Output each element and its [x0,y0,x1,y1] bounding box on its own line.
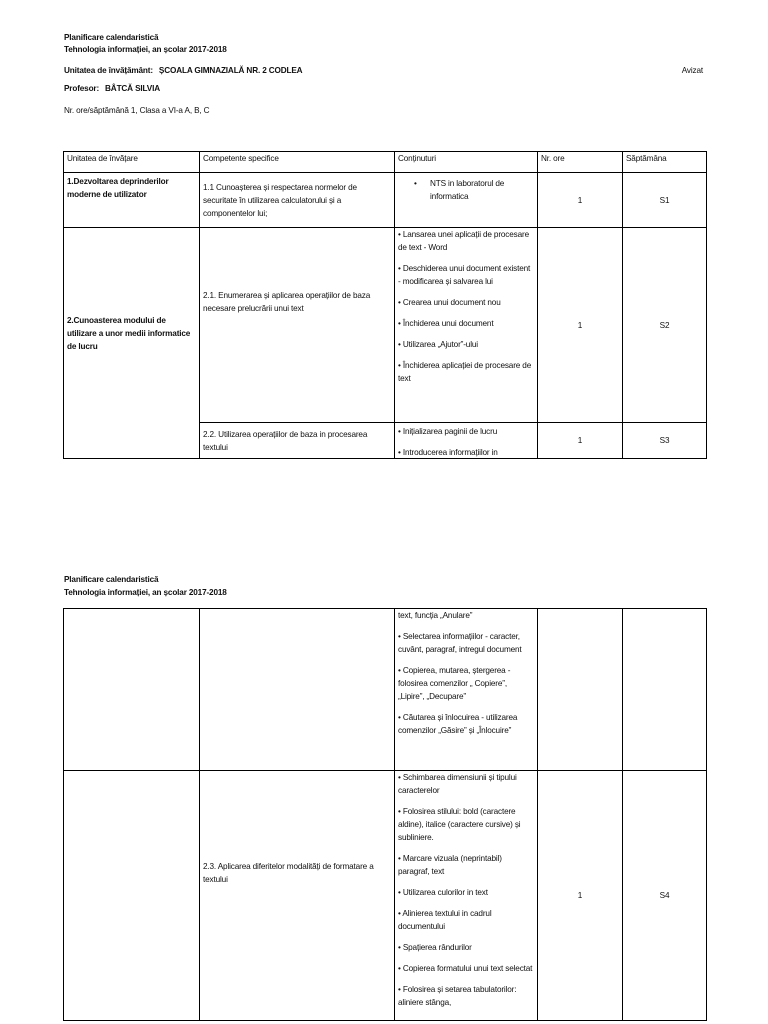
hours-class-line: Nr. ore/săptămână 1, Clasa a VI-a A, B, C [64,106,210,115]
content-item: • Introducerea informațiilor in [398,448,498,457]
content-cell [395,173,538,228]
content-item: • Căutarea și înlocuirea - utilizarea comenzilor „Găsire” și „Înlocuire” [398,713,518,735]
hours-cell: 1 [538,173,623,228]
competence-cell [200,609,395,771]
unit-cell: 1.Dezvoltarea deprinderilor moderne de utilizator [64,173,200,228]
content-item: • Spațierea rândurilor [398,943,472,952]
unit-cell [64,609,200,771]
week-cell: S3 [623,423,707,459]
content-item: • Utilizarea culorilor in text [398,888,488,897]
content-item: • Închiderea unui document [398,319,494,328]
school-label: Unitatea de învățământ: [64,66,153,75]
teacher-label: Profesor: [64,84,100,93]
content-item: • Utilizarea „Ajutor”-ului [398,340,478,349]
teacher-name: BÂTCĂ SILVIA [105,84,160,93]
content-item: text, funcția „Anulare” [398,611,473,620]
content-item: • Marcare vizuala (neprintabil) paragraf, text [398,854,502,876]
content-item: • Lansarea unei aplicații de procesare de text - Word [398,230,529,252]
competence-cell: 2.2. Utilizarea operațiilor de baza in procesarea textului [200,423,395,459]
content-item: • Folosirea și setarea tabulatorilor: aliniere stânga, [398,985,517,1007]
column-header-competences: Competente specifice [200,152,395,173]
content-item: • Alinierea textului in cadrul documentului [398,909,492,931]
document-title: Planificare calendaristică [64,33,159,42]
page2-subtitle: Tehnologia informației, an școlar 2017-2018 [64,588,227,597]
content-item-text: NTS in laboratorul de informatica [430,179,505,201]
column-header-week: Săptămâna [623,152,707,173]
school-line [64,65,302,77]
school-name: ȘCOALA GIMNAZIALĂ NR. 2 CODLEA [158,66,303,75]
competence-cell: 1.1 Cunoașterea și respectarea normelor de securitate în utilizarea calculatorului și a componentelor lui; [200,173,395,228]
planning-table-continued [63,608,707,1021]
column-header-hours: Nr. ore [538,152,623,173]
content-cell [395,771,538,1021]
column-header-contents: Conținuturi [395,152,538,173]
competence-cell: 2.3. Aplicarea diferitelor modalități de formatare a textului [200,771,395,1021]
hours-cell: 1 [538,771,623,1021]
hours-cell [538,609,623,771]
content-item: • Folosirea stilului: bold (caractere aldine), italice (caractere cursive) și subliniere. [398,807,521,842]
content-item: • Schimbarea dimensiunii și tipului caracterelor [398,773,517,795]
content-cell [395,423,538,459]
content-item: • Inițializarea paginii de lucru [398,427,498,436]
content-item: • Copierea formatului unui text selectat [398,964,533,973]
content-item: • Selectarea informațiilor - caracter, cuvânt, paragraf, intregul document [398,632,522,654]
page2-title: Planificare calendaristică [64,575,159,584]
unit-cell: 2.Cunoasterea modului de utilizare a unor medii informatice de lucru [64,228,200,459]
content-item: • Crearea unui document nou [398,298,501,307]
planning-table [63,151,707,459]
week-cell: S2 [623,228,707,423]
bullet-icon: • [414,179,417,188]
week-cell: S1 [623,173,707,228]
week-cell: S4 [623,771,707,1021]
content-item: • Deschiderea unui document existent - modificarea și salvarea lui [398,264,531,286]
approval-label: Avizat [681,66,703,75]
competence-cell: 2.1. Enumerarea și aplicarea operațiilor de baza necesare prelucrării unui text [200,228,395,423]
content-cell [395,609,538,771]
content-cell [395,228,538,423]
hours-cell: 1 [538,228,623,423]
column-header-unit: Unitatea de învățare [64,152,200,173]
teacher-line [64,83,160,95]
content-item: • Copierea, mutarea, ștergerea - folosirea comenzilor „ Copiere”, „Lipire”, „Decupare” [398,666,511,701]
content-item [398,177,534,203]
content-item: • Închiderea aplicației de procesare de text [398,361,532,383]
week-cell [623,609,707,771]
document-subtitle: Tehnologia informației, an școlar 2017-2018 [64,45,227,54]
hours-cell: 1 [538,423,623,459]
unit-cell [64,771,200,1021]
